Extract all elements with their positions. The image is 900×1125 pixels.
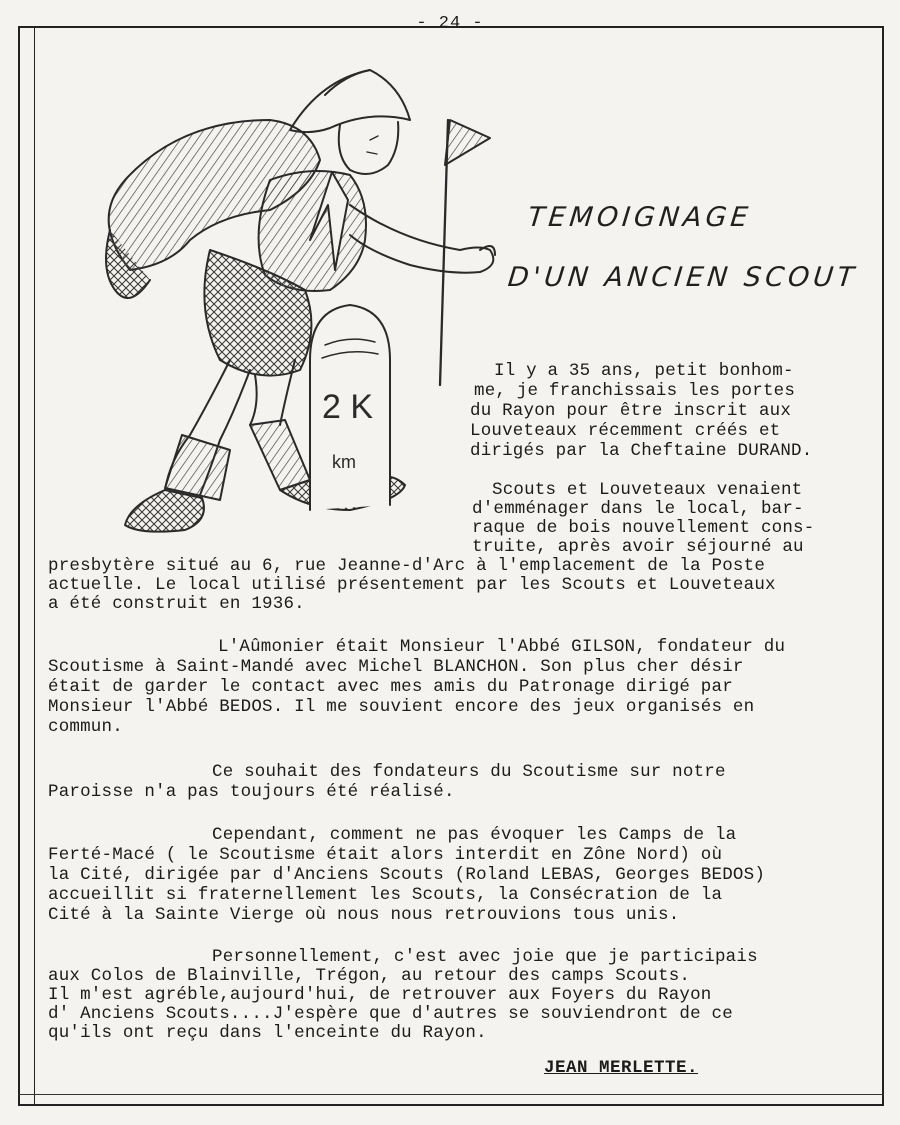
- text-line: actuelle. Le local utilisé présentement par les Scouts et Louveteaux: [48, 575, 776, 595]
- text-line: du Rayon pour être inscrit aux: [470, 401, 792, 421]
- text-line: commun.: [48, 717, 123, 737]
- text-line: Scouts et Louveteaux venaient: [492, 480, 803, 500]
- text-line: accueillit si fraternellement les Scouts, la Consécration de la: [48, 885, 723, 905]
- text-line: Scoutisme à Saint-Mandé avec Michel BLANCHON. Son plus cher désir: [48, 657, 744, 677]
- frame-bottom-rule: [18, 1094, 884, 1095]
- scout-head: [339, 122, 399, 174]
- text-line: truite, après avoir séjourné au: [472, 537, 804, 557]
- text-line: la Cité, dirigée par d'Anciens Scouts (Roland LEBAS, Georges BEDOS): [48, 865, 766, 885]
- frame-left-rule: [34, 26, 35, 1106]
- text-line: Monsieur l'Abbé BEDOS. Il me souvient encore des jeux organisés en: [48, 697, 755, 717]
- title-line-1: TEMOIGNAGE: [526, 202, 754, 233]
- text-line: Il y a 35 ans, petit bonhom-: [494, 361, 794, 381]
- text-line: raque de bois nouvellement cons-: [472, 518, 815, 538]
- text-line: Cité à la Sainte Vierge où nous nous retrouvions tous unis.: [48, 905, 680, 925]
- page-number: - 24 -: [416, 14, 484, 33]
- text-line: d' Anciens Scouts....J'espère que d'autres se souviendront de ce: [48, 1004, 733, 1024]
- text-line: Ferté-Macé ( le Scoutisme était alors interdit en Zône Nord) où: [48, 845, 723, 865]
- text-line: dirigés par la Cheftaine DURAND.: [470, 441, 813, 461]
- milestone-label: 2 K: [322, 388, 374, 426]
- text-line: presbytère situé au 6, rue Jeanne-d'Arc à l'emplacement de la Poste: [48, 556, 766, 576]
- text-line: L'Aûmonier était Monsieur l'Abbé GILSON, fondateur du: [218, 637, 786, 657]
- text-line: était de garder le contact avec mes amis du Patronage dirigé par: [48, 677, 733, 697]
- title-line-2: D'UN ANCIEN SCOUT: [506, 262, 860, 293]
- scout-illustration: [70, 40, 510, 560]
- text-line: Cependant, comment ne pas évoquer les Camps de la: [212, 825, 737, 845]
- text-line: Il m'est agréble,aujourd'hui, de retrouver aux Foyers du Rayon: [48, 985, 712, 1005]
- text-line: me, je franchissais les portes: [474, 381, 796, 401]
- text-line: a été construit en 1936.: [48, 594, 305, 614]
- signature: JEAN MERLETTE.: [544, 1058, 699, 1078]
- text-line: Paroisse n'a pas toujours été réalisé.: [48, 782, 455, 802]
- text-line: Personnellement, c'est avec joie que je participais: [212, 947, 758, 967]
- text-line: qu'ils ont reçu dans l'enceinte du Rayon.: [48, 1023, 487, 1043]
- text-line: aux Colos de Blainville, Trégon, au retour des camps Scouts.: [48, 966, 691, 986]
- hat-icon: [290, 70, 410, 132]
- text-line: d'emménager dans le local, bar-: [472, 499, 804, 519]
- text-line: Ce souhait des fondateurs du Scoutisme sur notre: [212, 762, 726, 782]
- pennant-icon: [445, 120, 490, 165]
- milestone-sub-label: km: [332, 452, 356, 472]
- text-line: Louveteaux récemment créés et: [470, 421, 781, 441]
